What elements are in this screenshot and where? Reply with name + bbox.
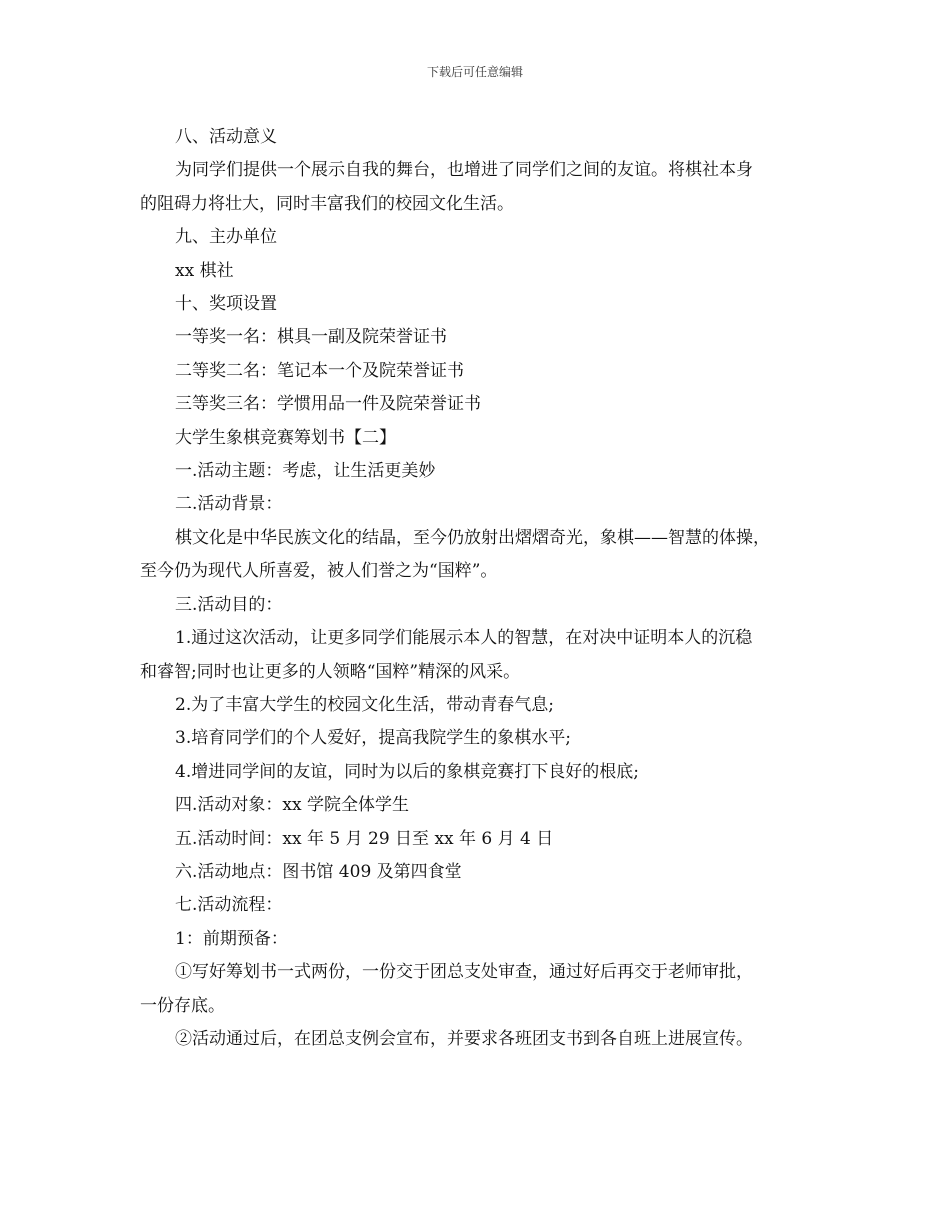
section-heading (140, 889, 816, 922)
text-line: 4.增进同学间的友谊，同时为以后的象棋竞赛打下良好的根底; (175, 761, 639, 782)
paragraph (140, 255, 816, 288)
text-line: 为同学们提供一个展示自我的舞台，也增进了同学们之间的友谊。将棋社本身 (175, 160, 753, 181)
subsection-heading (140, 923, 816, 956)
text-line: 六.活动地点：图书馆 409 及第四食堂 (175, 861, 462, 882)
text-line: 3.培育同学们的个人爱好，提高我院学生的象棋水平; (175, 728, 571, 749)
text-line: 九、主办单位 (175, 227, 277, 248)
list-item (140, 388, 816, 421)
list-item (140, 321, 816, 354)
document-body (140, 121, 816, 1056)
text-line: 二等奖二名：笔记本一个及院荣誉证书 (175, 360, 464, 381)
text-line: ②活动通过后，在团总支例会宣布，并要求各班团支书到各自班上进展宣传。 (175, 1028, 753, 1049)
section-heading (140, 856, 816, 889)
list-item (140, 689, 816, 722)
text-line: 一等奖一名：棋具一副及院荣誉证书 (175, 327, 447, 348)
section-heading (140, 488, 816, 521)
section-heading (140, 589, 816, 622)
text-line: 十、奖项设置 (175, 294, 277, 315)
text-line: 一份存底。 (140, 995, 225, 1016)
paragraph (140, 522, 816, 589)
section-heading (140, 221, 816, 254)
text-line: 1.通过这次活动，让更多同学们能展示本人的智慧，在对决中证明本人的沉稳 (175, 628, 753, 649)
page-header: 下载后可任意编辑 (426, 65, 523, 79)
text-line: 棋文化是中华民族文化的结晶，至今仍放射出熠熠奇光，象棋——智慧的体操， (175, 527, 770, 548)
text-line: 三.活动目的： (175, 594, 283, 615)
text-line: ①写好筹划书一式两份，一份交于团总支处审查，通过好后再交于老师审批， (175, 962, 753, 983)
list-item (140, 756, 816, 789)
list-item (140, 1023, 816, 1056)
text-line: 八、活动意义 (175, 127, 277, 147)
text-line: xx 棋社 (175, 260, 234, 281)
text-line: 的阻碍力将壮大，同时丰富我们的校园文化生活。 (140, 193, 514, 214)
text-line: 四.活动对象：xx 学院全体学生 (175, 795, 409, 816)
section-heading (140, 823, 816, 856)
text-line: 七.活动流程： (175, 895, 283, 916)
section-heading (140, 121, 816, 154)
section-heading (140, 789, 816, 822)
list-item (140, 722, 816, 755)
section-heading (140, 455, 816, 488)
document-subtitle (140, 422, 816, 455)
list-item (140, 622, 816, 689)
section-heading (140, 288, 816, 321)
list-item (140, 355, 816, 388)
text-line: 一.活动主题：考虑，让生活更美妙 (175, 461, 436, 482)
text-line: 大学生象棋竞赛筹划书【二】 (175, 427, 396, 448)
text-line: 至今仍为现代人所喜爱，被人们誉之为“国粹”。 (140, 561, 498, 582)
paragraph (140, 154, 816, 221)
text-line: 1：前期预备： (175, 928, 288, 949)
text-line: 二.活动背景： (175, 494, 283, 515)
list-item (140, 956, 816, 1023)
text-line: 2.为了丰富大学生的校园文化生活，带动青春气息; (175, 694, 554, 715)
text-line: 五.活动时间：xx 年 5 月 29 日至 xx 年 6 月 4 日 (175, 828, 554, 849)
text-line: 三等奖三名：学惯用品一件及院荣誉证书 (175, 394, 481, 415)
text-line: 和睿智;同时也让更多的人领略“国粹”精深的风采。 (140, 661, 521, 682)
